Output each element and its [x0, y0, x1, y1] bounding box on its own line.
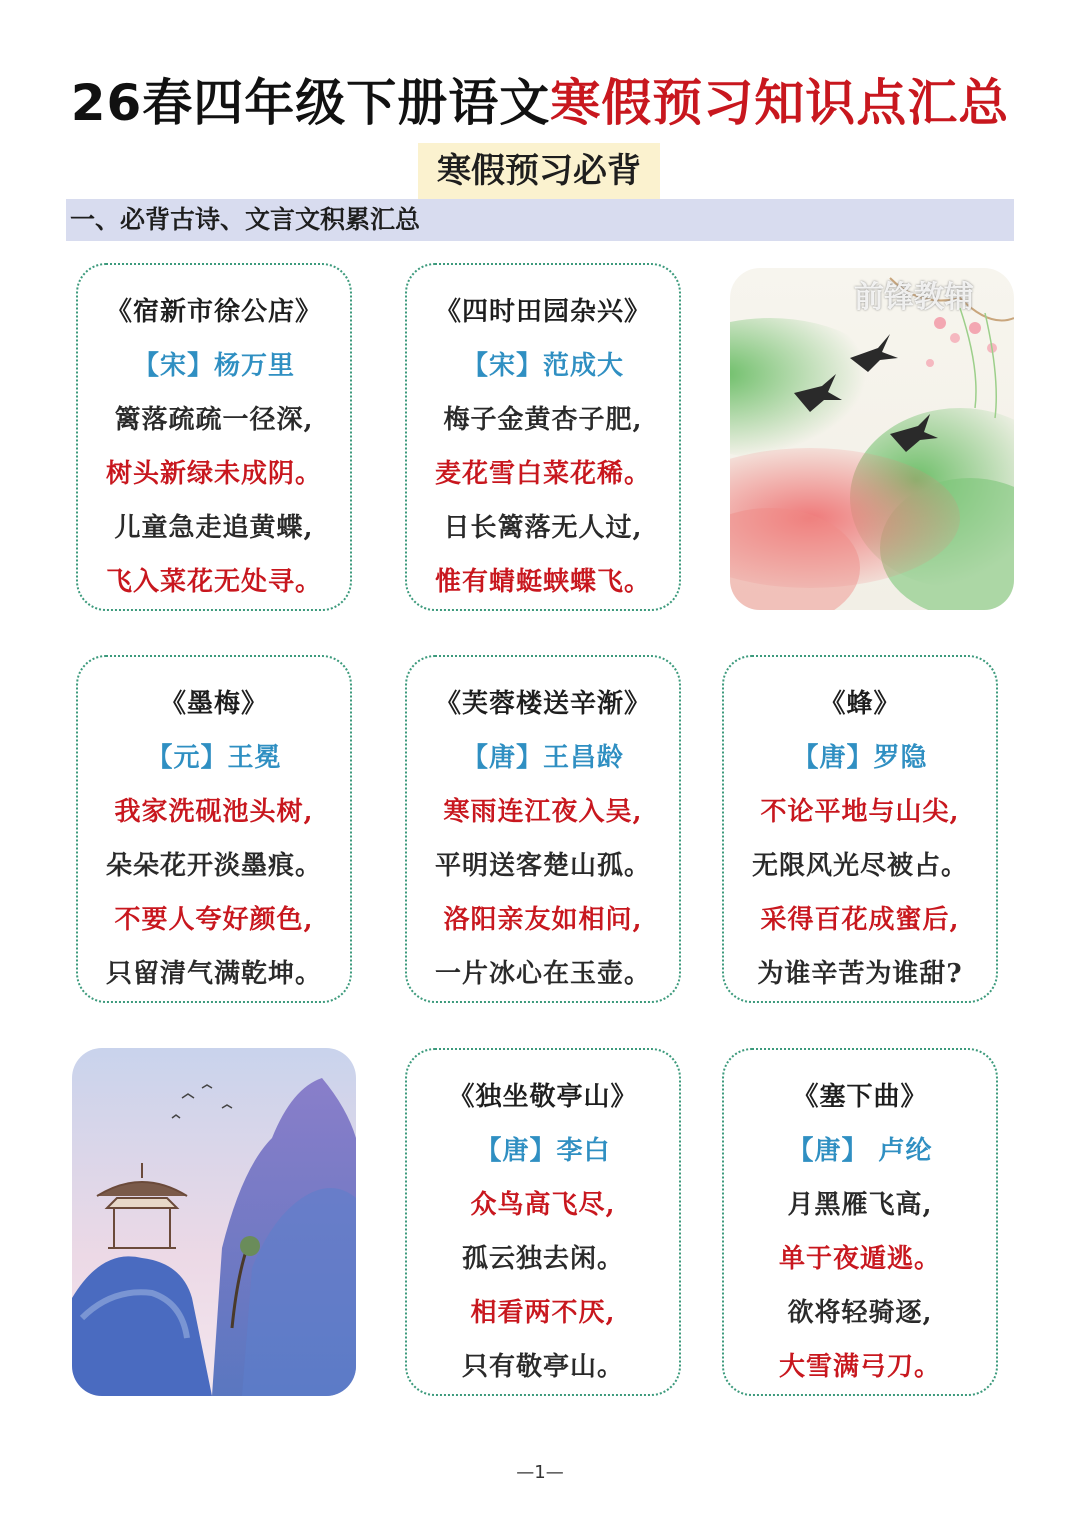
poem-card: [722, 1048, 998, 1396]
poem-line: 孤云独去闲。: [461, 1244, 624, 1274]
poem-line: 大雪满弓刀。: [778, 1352, 941, 1382]
poem-line: 只有敬亭山。: [461, 1352, 624, 1382]
poem-author: 【唐】李白: [475, 1136, 611, 1166]
poem-line: 为谁辛苦为谁甜?: [757, 959, 963, 989]
poem-line: 平明送客楚山孤。: [434, 851, 651, 881]
poem-line: 朵朵花开淡墨痕。: [105, 851, 322, 881]
page-title-red: 寒假预习知识点汇总: [550, 74, 1010, 132]
poem-line: 篱落疏疏一径深,: [114, 405, 314, 435]
poem-line: 月黑雁飞高,: [787, 1190, 933, 1220]
poem-line: 儿童急走追黄蝶,: [114, 513, 314, 543]
poem-line: 飞入菜花无处寻。: [105, 567, 322, 597]
mountain-pavilion-svg: [72, 1048, 356, 1396]
poem-card: [76, 655, 352, 1003]
poem-author: 【唐】 卢纶: [787, 1136, 933, 1166]
poem-title: 《墨梅》: [159, 689, 268, 719]
poem-line: 梅子金黄杏子肥,: [443, 405, 643, 435]
poem-line: 单于夜遁逃。: [778, 1244, 941, 1274]
poem-line: 麦花雪白菜花稀。: [434, 459, 651, 489]
swallow-painting-image: [730, 268, 1014, 610]
poem-line: 不要人夸好颜色,: [114, 905, 314, 935]
poem-line: 树头新绿未成阴。: [105, 459, 322, 489]
poem-line: 惟有蜻蜓蛱蝶飞。: [434, 567, 651, 597]
poem-card: [405, 1048, 681, 1396]
poem-title: 《塞下曲》: [792, 1082, 928, 1112]
poem-author: 【唐】罗隐: [792, 743, 928, 773]
mountain-pavilion-image: [72, 1048, 356, 1396]
poem-line: 只留清气满乾坤。: [105, 959, 322, 989]
poem-card: [405, 655, 681, 1003]
subtitle: 寒假预习必背: [418, 143, 660, 199]
poem-title: 《四时田园杂兴》: [434, 297, 651, 327]
poem-card: [76, 263, 352, 611]
poem-author: 【元】王冕: [146, 743, 282, 773]
poem-line: 欲将轻骑逐,: [787, 1298, 933, 1328]
poem-author: 【宋】杨万里: [132, 351, 295, 381]
page-title: [0, 68, 1080, 138]
poem-line: 采得百花成蜜后,: [760, 905, 960, 935]
page-title-black: 26春四年级下册语文: [70, 74, 551, 132]
poem-line: 不论平地与山尖,: [760, 797, 960, 827]
poem-title: 《宿新市徐公店》: [105, 297, 322, 327]
poem-card: [722, 655, 998, 1003]
poem-line: 日长篱落无人过,: [443, 513, 643, 543]
poem-author: 【唐】王昌龄: [461, 743, 624, 773]
poem-line: 众鸟高飞尽,: [470, 1190, 616, 1220]
watermark-text: 前锋教辅: [854, 280, 974, 315]
poem-line: 寒雨连江夜入吴,: [443, 797, 643, 827]
poem-author: 【宋】范成大: [461, 351, 624, 381]
poem-line: 我家洗砚池头树,: [114, 797, 314, 827]
poem-card: [405, 263, 681, 611]
poem-title: 《蜂》: [819, 689, 901, 719]
poem-line: 洛阳亲友如相问,: [443, 905, 643, 935]
page-number: —1—: [516, 1462, 564, 1483]
poem-line: 一片冰心在玉壶。: [434, 959, 651, 989]
swallow-painting-svg: [730, 268, 1014, 610]
poem-line: 无限风光尽被占。: [751, 851, 968, 881]
poem-title: 《芙蓉楼送辛渐》: [434, 689, 651, 719]
poem-line: 相看两不厌,: [470, 1298, 616, 1328]
poem-title: 《独坐敬亭山》: [448, 1082, 638, 1112]
section-heading: 一、必背古诗、文言文积累汇总: [66, 199, 1014, 241]
